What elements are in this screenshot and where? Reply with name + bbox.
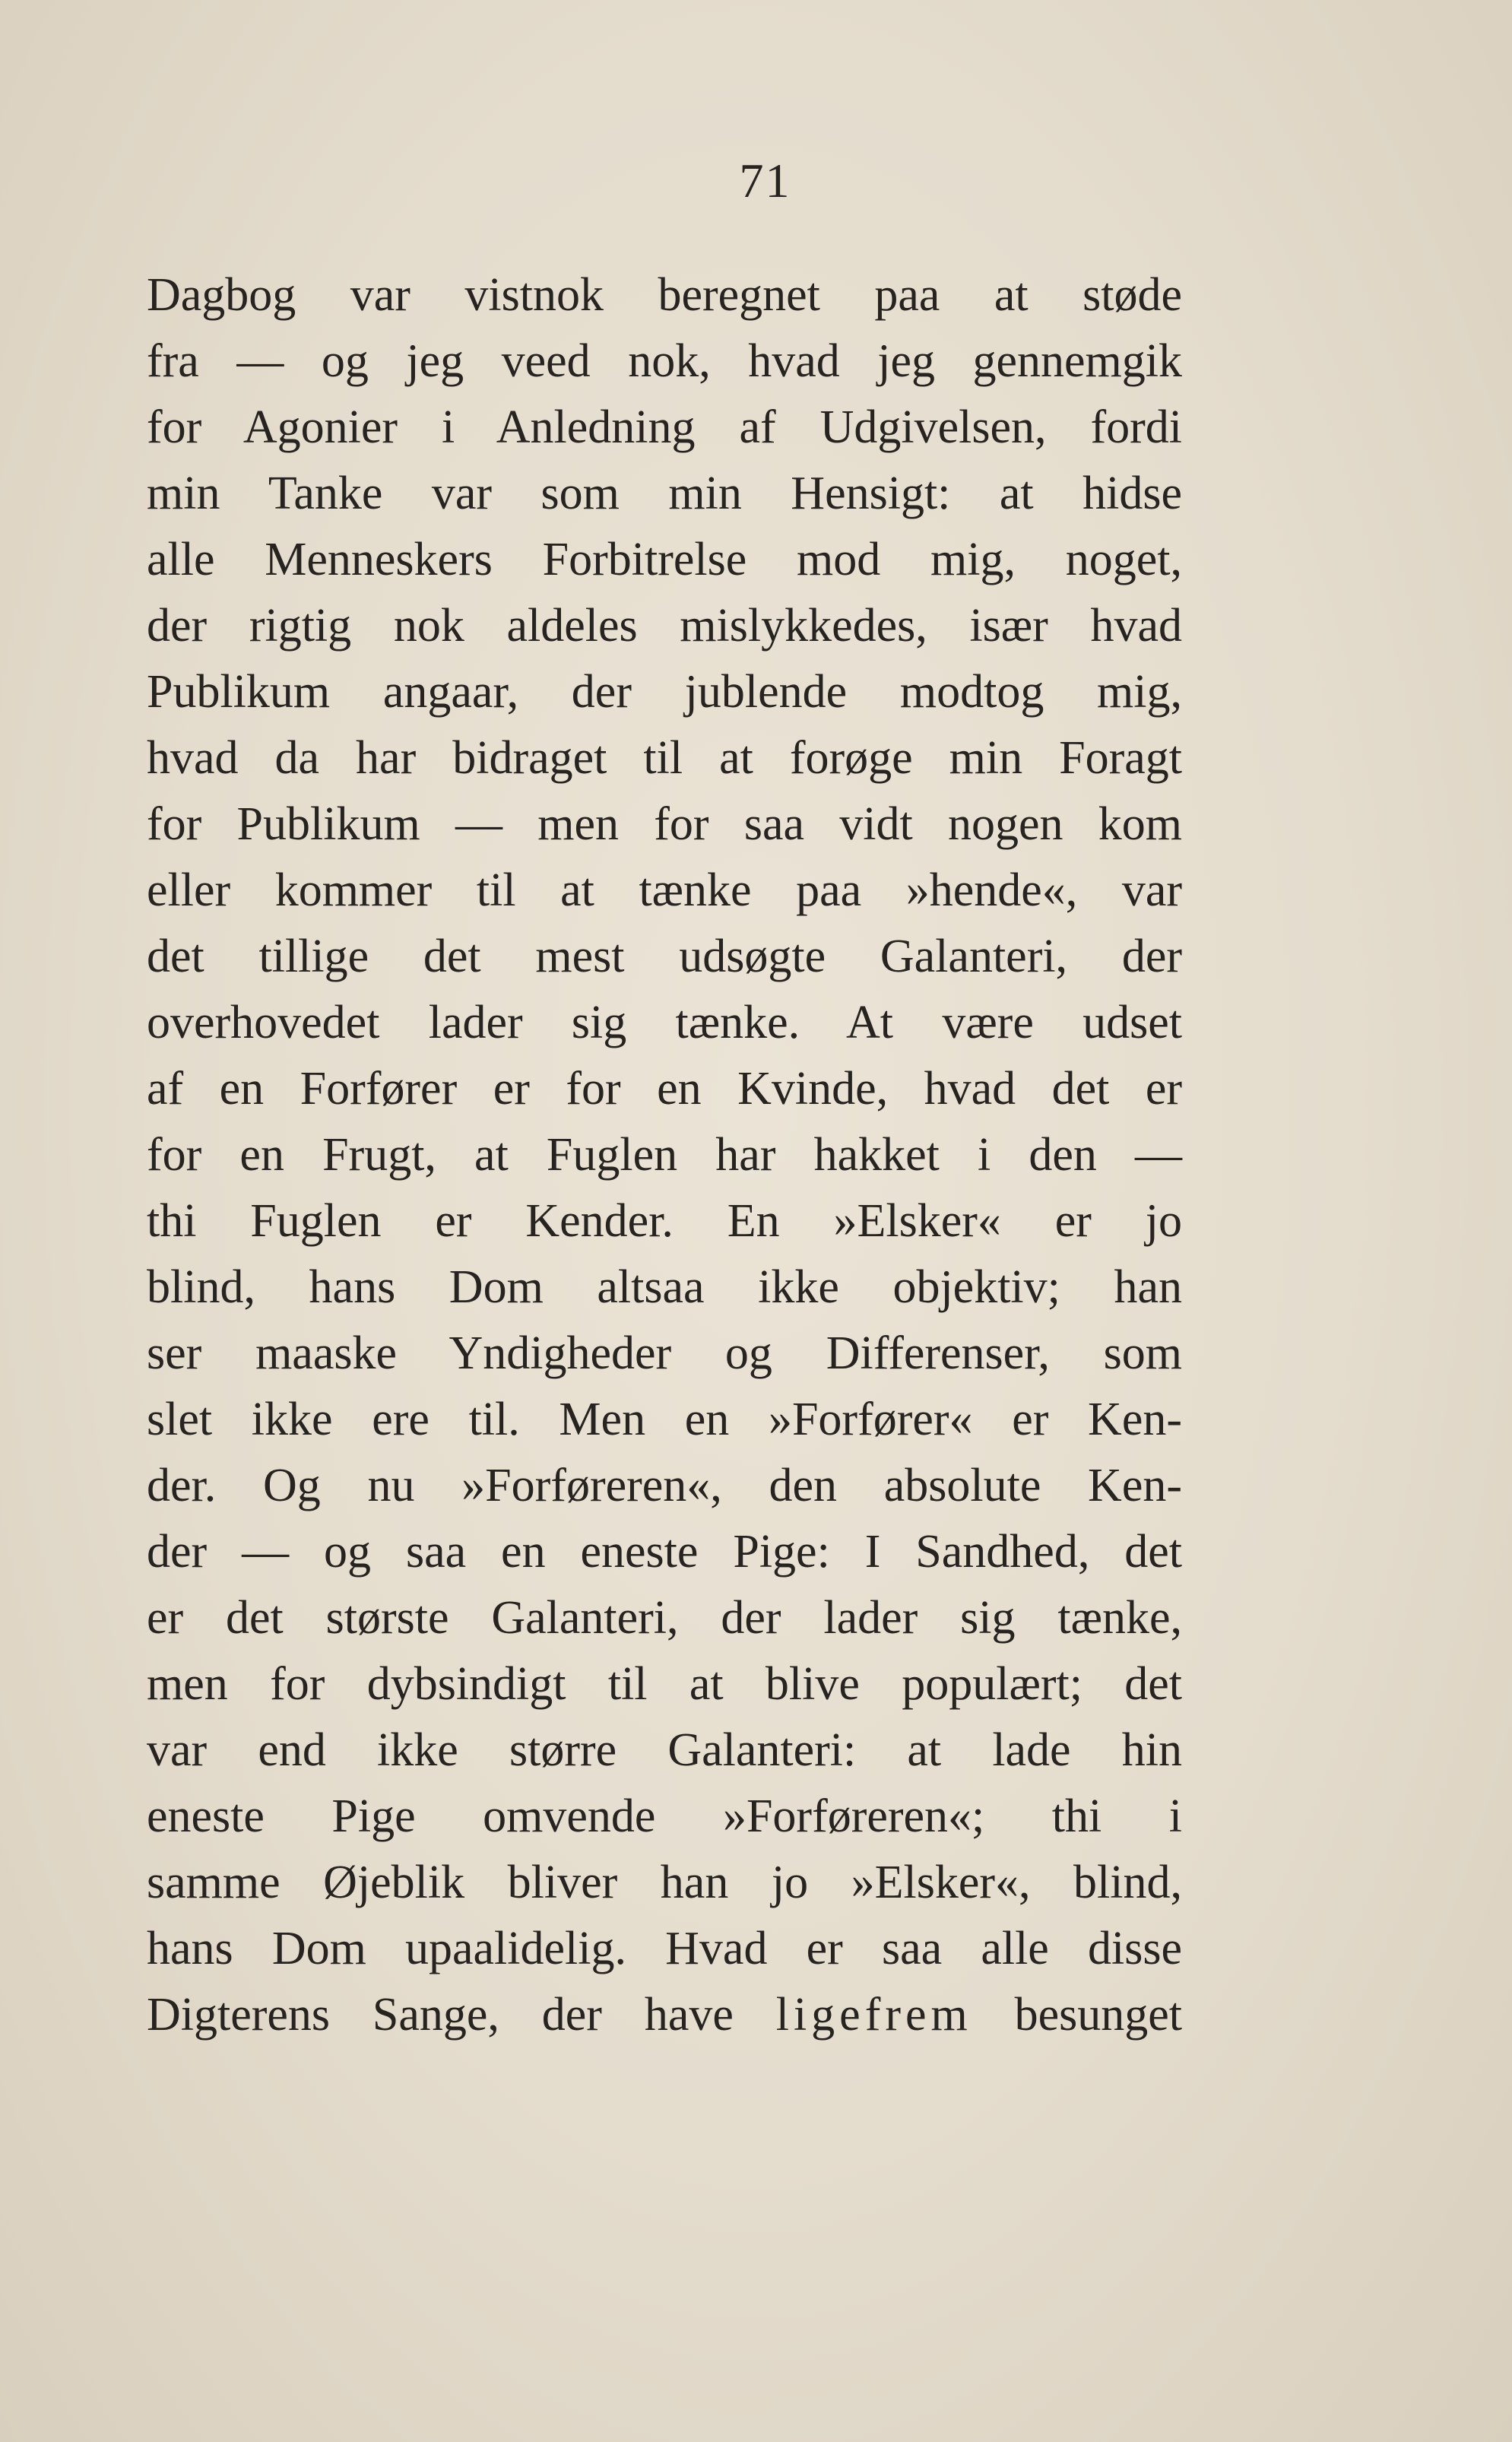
text-line: det tillige det mest udsøgte Galanteri, der bbox=[147, 931, 1182, 982]
text-line: Publikum angaar, der jublende modtog mig, bbox=[147, 666, 1182, 718]
text-line: overhovedet lader sig tænke. At være udset bbox=[147, 997, 1182, 1048]
text-line: alle Menneskers Forbitrelse mod mig, noget, bbox=[147, 534, 1182, 585]
text-line: der — og saa en eneste Pige: I Sandhed, det bbox=[147, 1526, 1182, 1578]
text-line: hans Dom upaalidelig. Hvad er saa alle disse bbox=[147, 1923, 1182, 1974]
text-line: for Publikum — men for saa vidt nogen kom bbox=[147, 798, 1182, 850]
text-line: Dagbog var vistnok beregnet paa at støde bbox=[147, 269, 1182, 321]
text-line: min Tanke var som min Hensigt: at hidse bbox=[147, 468, 1182, 519]
spaced-word: ligefrem bbox=[775, 1989, 972, 2041]
text-line: der. Og nu »Forføreren«, den absolute Ken- bbox=[147, 1460, 1182, 1511]
text-line: ser maaske Yndigheder og Differenser, som bbox=[147, 1327, 1182, 1379]
body-text bbox=[147, 262, 1182, 2048]
text-line: blind, hans Dom altsaa ikke objektiv; han bbox=[147, 1261, 1182, 1313]
text-line: for Agonier i Anledning af Udgivelsen, fordi bbox=[147, 401, 1182, 453]
text-line: for en Frugt, at Fuglen har hakket i den — bbox=[147, 1129, 1182, 1181]
text-line: samme Øjeblik bliver han jo »Elsker«, blind, bbox=[147, 1857, 1182, 1908]
text-line: eller kommer til at tænke paa »hende«, var bbox=[147, 864, 1182, 916]
text-line: eneste Pige omvende »Forføreren«; thi i bbox=[147, 1790, 1182, 1842]
text-line: men for dybsindigt til at blive populært; det bbox=[147, 1658, 1182, 1710]
text-line: er det største Galanteri, der lader sig tænke, bbox=[147, 1592, 1182, 1644]
text-line: af en Forfører er for en Kvinde, hvad det er bbox=[147, 1063, 1182, 1115]
text-line: fra — og jeg veed nok, hvad jeg gennemgik bbox=[147, 335, 1182, 387]
text-run: besunget bbox=[1014, 1989, 1183, 2041]
text-line: hvad da har bidraget til at forøge min Foragt bbox=[147, 732, 1182, 784]
text-line: der rigtig nok aldeles mislykkedes, især hvad bbox=[147, 600, 1182, 652]
page-number: 71 bbox=[739, 154, 791, 208]
text-line-last bbox=[147, 1982, 1182, 2048]
text-line: thi Fuglen er Kender. En »Elsker« er jo bbox=[147, 1195, 1182, 1247]
text-run: Digterens Sange, der have bbox=[147, 1989, 734, 2041]
text-line: var end ikke større Galanteri: at lade hin bbox=[147, 1724, 1182, 1776]
text-line: slet ikke ere til. Men en »Forfører« er Ken- bbox=[147, 1394, 1182, 1445]
